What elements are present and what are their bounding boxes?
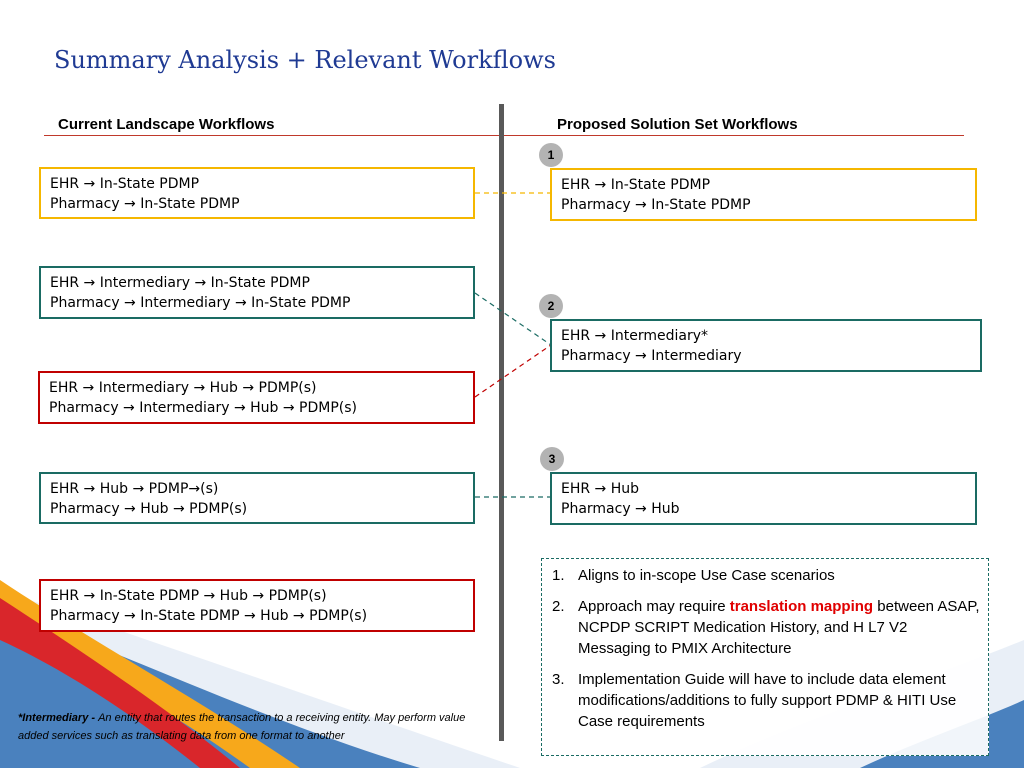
current-workflow-box	[39, 472, 475, 524]
note-text-after: between ASAP, NCPDP SCRIPT Medication History, and H L7 V2 Messaging to PMIX Architecture	[578, 598, 980, 657]
note-item	[552, 669, 980, 732]
workflow-line: Pharmacy → Intermediary → Hub → PDMP(s)	[49, 400, 358, 416]
workflow-line: EHR → Intermediary*	[561, 328, 708, 344]
workflow-number-badge: 3	[540, 447, 564, 471]
notes-panel	[541, 558, 989, 756]
intermediary-footnote	[18, 709, 488, 745]
workflow-line: Pharmacy → Intermediary → In-State PDMP	[50, 295, 351, 311]
proposed-column-header: Proposed Solution Set Workflows	[557, 116, 798, 133]
note-number: 1.	[552, 567, 565, 584]
current-workflow-box	[38, 371, 475, 424]
note-item	[552, 596, 980, 659]
workflow-line: Pharmacy → In-State PDMP	[50, 196, 240, 212]
workflow-line: Pharmacy → Hub → PDMP(s)	[50, 501, 248, 517]
note-number: 2.	[552, 598, 565, 615]
note-text: Aligns to in-scope Use Case scenarios	[578, 567, 835, 584]
page-title: Summary Analysis + Relevant Workflows	[54, 46, 556, 74]
connector-red-intermediary-hub	[475, 345, 551, 397]
workflow-line: EHR → Intermediary → In-State PDMP	[50, 275, 310, 291]
current-column-header: Current Landscape Workflows	[58, 116, 275, 133]
note-text: Implementation Guide will have to include data element modifications/additions to fully support PDMP & HITI Use Case requirements	[578, 671, 957, 730]
workflow-line: Pharmacy → In-State PDMP	[561, 197, 751, 213]
proposed-workflow-box	[550, 319, 982, 372]
workflow-number-badge: 2	[539, 294, 563, 318]
footnote-term: *Intermediary -	[18, 712, 99, 724]
workflow-line: Pharmacy → Hub	[561, 501, 680, 517]
workflow-line: EHR → Intermediary → Hub → PDMP(s)	[49, 380, 317, 396]
note-text	[578, 596, 980, 659]
workflow-line: EHR → Hub	[561, 481, 640, 497]
workflow-line: EHR → In-State PDMP	[50, 176, 200, 192]
current-workflow-box	[39, 579, 475, 632]
workflow-line: EHR → In-State PDMP → Hub → PDMP(s)	[50, 588, 327, 604]
current-workflow-box	[39, 167, 475, 219]
workflow-line: Pharmacy → In-State PDMP → Hub → PDMP(s)	[50, 608, 368, 624]
workflow-line: EHR → In-State PDMP	[561, 177, 711, 193]
workflow-line: Pharmacy → Intermediary	[561, 348, 742, 364]
proposed-workflow-box	[550, 168, 977, 221]
note-text-before: Approach may require	[578, 598, 730, 615]
workflow-number-badge: 1	[539, 143, 563, 167]
workflow-line: EHR → Hub → PDMP→(s)	[50, 481, 219, 497]
note-number: 3.	[552, 671, 565, 688]
footnote-definition: An entity that routes the transaction to a receiving entity. May perform value added services such as translating data from one format to another	[18, 712, 466, 742]
note-item	[552, 565, 980, 586]
current-workflow-box	[39, 266, 475, 319]
note-highlight: translation mapping	[729, 598, 874, 615]
proposed-workflow-box	[550, 472, 977, 525]
